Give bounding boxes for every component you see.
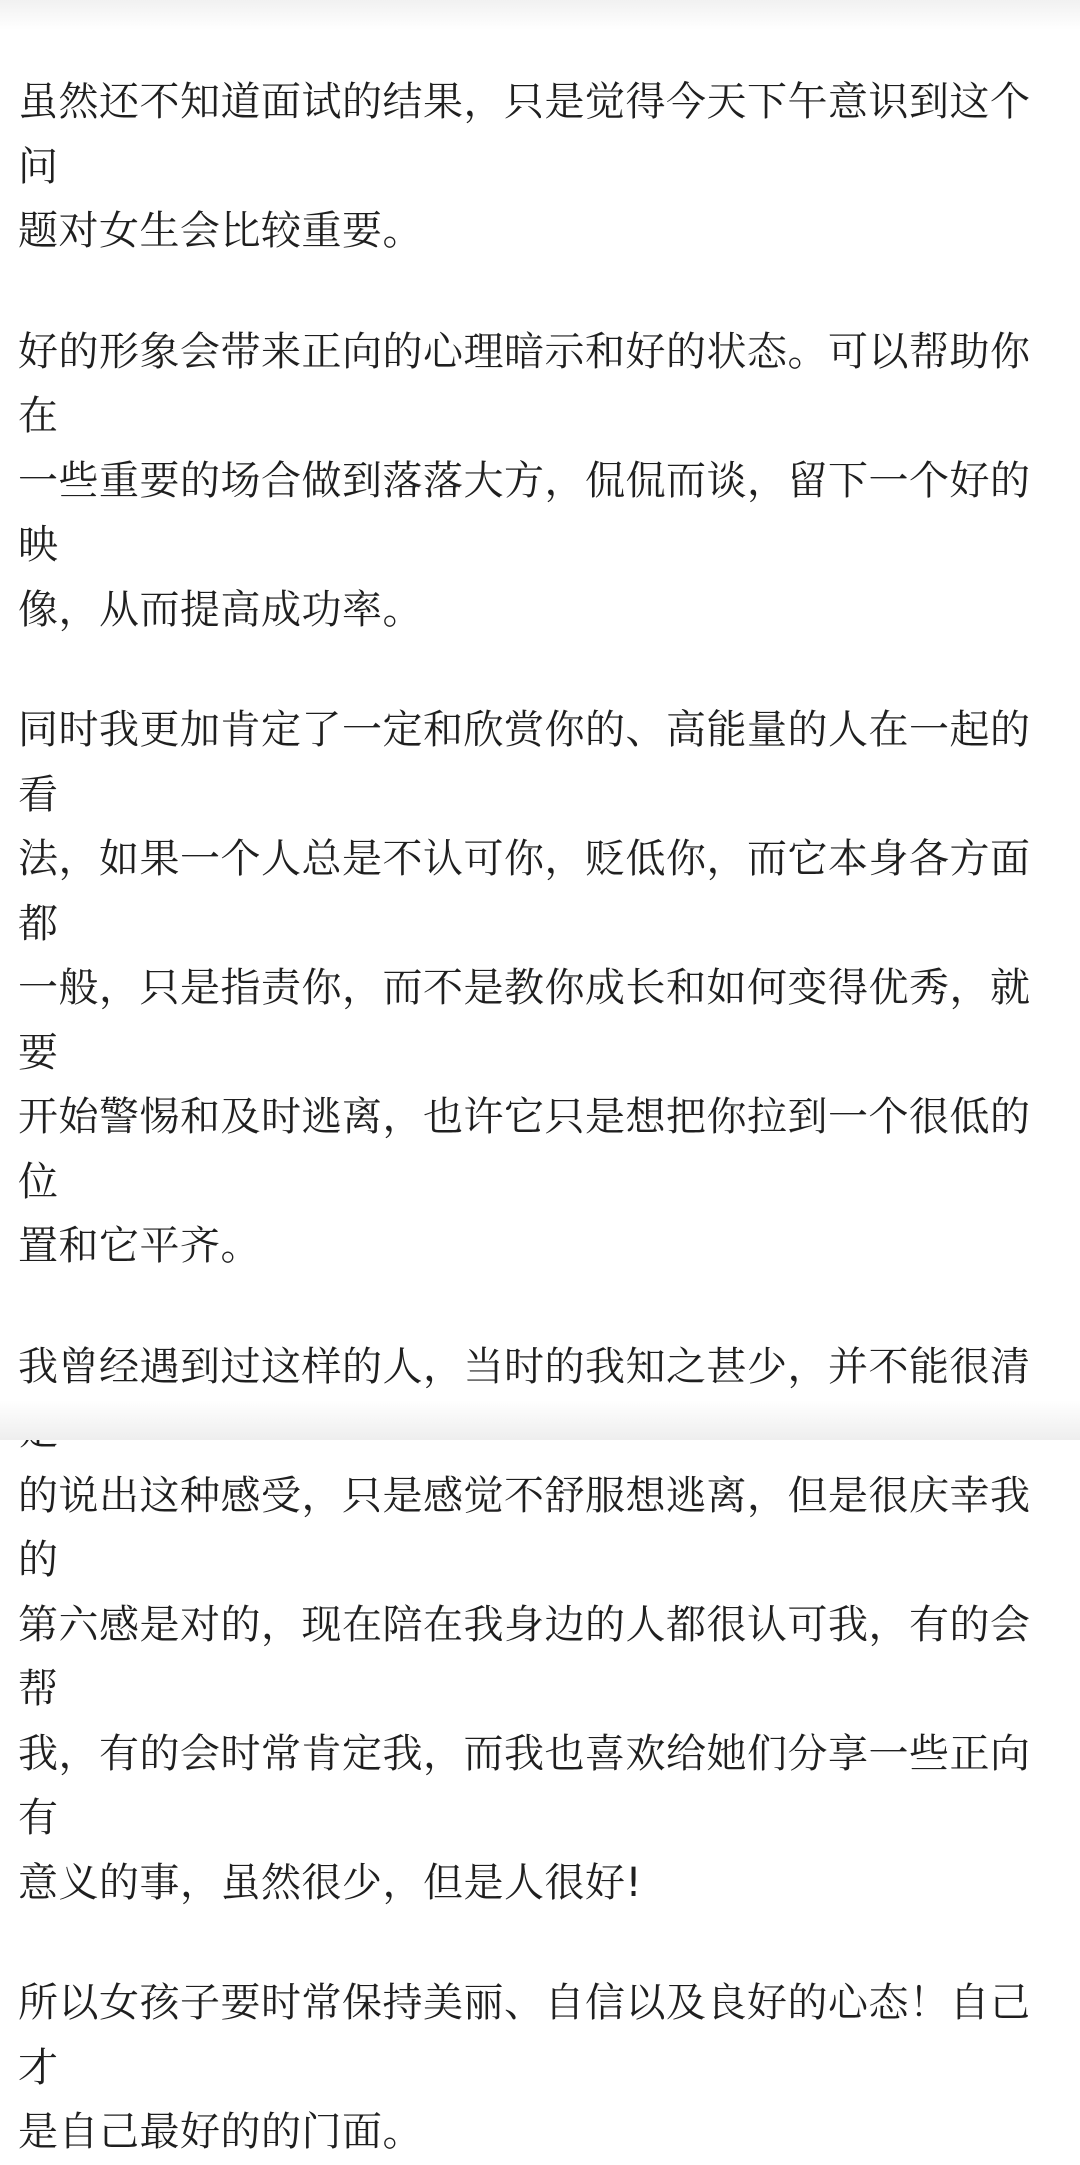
paragraph-1: 虽然还不知道面试的结果，只是觉得今天下午意识到这个问 题对女生会比较重要。 [18,79,1031,254]
top-edge [0,0,1080,30]
note-body [18,70,1064,2165]
paragraph-2: 好的形象会带来正向的心理暗示和好的状态。可以帮助你在 一些重要的场合做到落落大方，侃侃而谈，留下一个好的映 像，从而提高成功率。 [18,328,1031,633]
paragraph-3: 同时我更加肯定了一定和欣赏你的、高能量的人在一起的看 法，如果一个人总是不认可你，贬低你，而它本身各方面都 一般，只是指责你，而不是教你成长和如何变得优秀，就要 开始警惕和及时逃离，也许它只是想把你拉到一个很低的位 置和它平齐。 [18,707,1031,1269]
paragraph-5: 所以女孩子要时常保持美丽、自信以及良好的心态！自己才 是自己最好的的门面。 [18,1980,1031,2155]
bottom-edge [0,1400,1080,1440]
paragraph-4: 我曾经遇到过这样的人，当时的我知之甚少，并不能很清 的说出这种感受，只是感觉不舒服想逃离，但是很庆幸我的 第六感是对的，现在陪在我身边的人都很认可我，有的会帮 我，有的会时常肯定我，而我也喜欢给她们分享一些正向有 意义的事，虽然很少，但是人很好! [18,1343,1031,1906]
